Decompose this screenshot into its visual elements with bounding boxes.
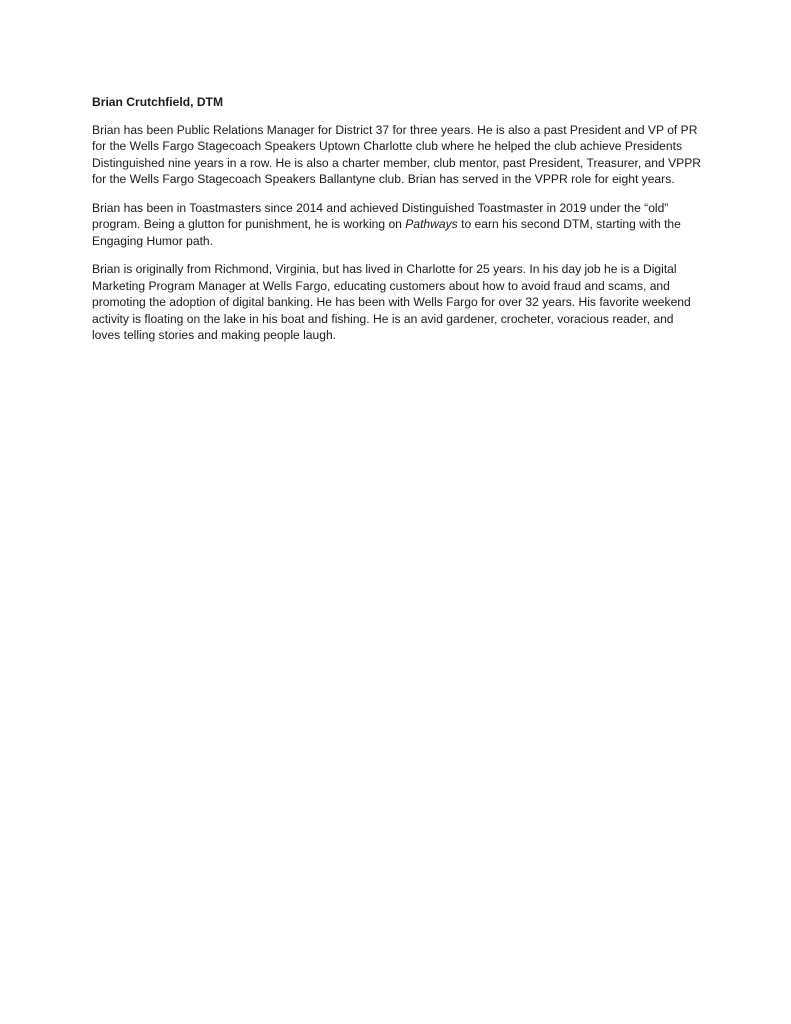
document-body [92, 94, 704, 356]
bio-paragraph-3: Brian is originally from Richmond, Virginia, but has lived in Charlotte for 25 years. In his day job he is a Digital Marketing Program Manager at Wells Fargo, educating customers about how to avoid fraud and scams, and promoting the adoption of digital banking. He has been with Wells Fargo for over 32 years. His favorite weekend activity is floating on the lake in his boat and fishing. He is an avid gardener, crocheter, voracious reader, and loves telling stories and making people laugh. [92, 262, 691, 342]
bio-paragraph-2 [92, 200, 704, 250]
bio-paragraph-1: Brian has been Public Relations Manager for District 37 for three years. He is also a past President and VP of PR for the Wells Fargo Stagecoach Speakers Uptown Charlotte club where he helped the club achieve Presidents Distinguished nine years in a row. He is also a charter member, club mentor, past President, Treasurer, and VPPR for the Wells Fargo Stagecoach Speakers Ballantyne club. Brian has served in the VPPR role for eight years. [92, 122, 702, 186]
pathways-italic: Pathways [405, 217, 458, 231]
bio-heading: Brian Crutchfield, DTM [92, 95, 224, 109]
bio-paragraph-2-text-start: Brian has been in Toastmasters since 2014 and achieved Distinguished Toastmaster in 2019 under the “old” program. Being a glutton for punishment, he is working on [92, 200, 669, 231]
bio-paragraph-2-text-end: to earn his second DTM, starting with the Engaging Humor path. [92, 217, 681, 248]
